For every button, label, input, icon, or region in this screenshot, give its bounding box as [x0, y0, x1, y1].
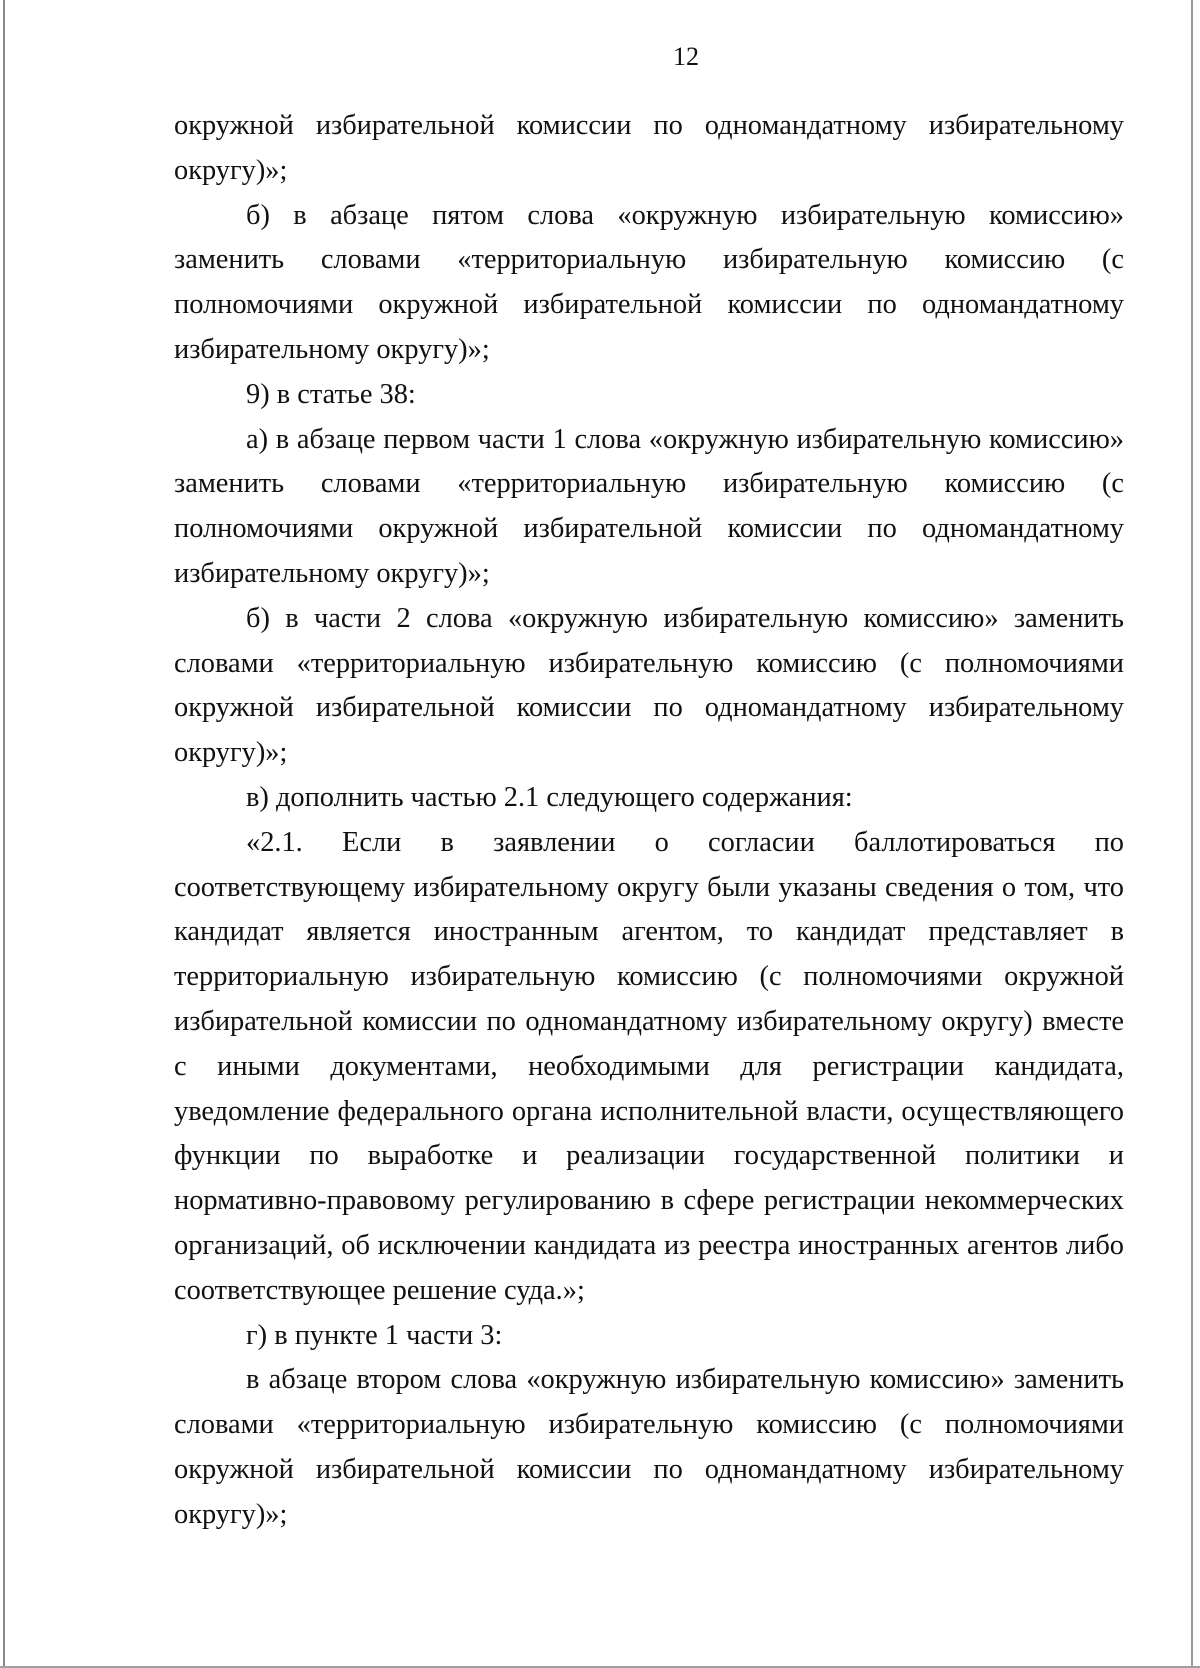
paragraph: в абзаце втором слова «окружную избирательную комиссию» заменить словами «территориальную избирательную комиссию (с полномочиями окружной избирательной комиссии по одномандатному избирательному округу)»;	[174, 1364, 1124, 1530]
paragraph: б) в абзаце пятом слова «окружную избирательную комиссию» заменить словами «территориальную избирательную комиссию (с полномочиями окружной избирательной комиссии по одномандатному избирательному округу)»;	[174, 199, 1124, 365]
paragraph: 9) в статье 38:	[246, 378, 416, 410]
paragraph: в) дополнить частью 2.1 следующего содержания:	[246, 781, 853, 813]
paragraph-quoted-amendment: «2.1. Если в заявлении о согласии баллотироваться по соответствующему избирательному округу были указаны сведения о том, что кандидат является иностранным агентом, то кандидат представляет в территориальную избирательную комиссию (с полномочиями окружной избирательной комиссии по одномандатному избирательному округу) вместе с иными документами, необходимыми для регистрации кандидата, уведомление федерального органа исполнительной власти, осуществляющего функции по выработке и реализации государственной политики и нормативно-правовому регулированию в сфере регистрации некоммерческих организаций, об исключении кандидата из реестра иностранных агентов либо соответствующее решение суда.»;	[174, 826, 1124, 1306]
paragraph: а) в абзаце первом части 1 слова «окружную избирательную комиссию» заменить словами «территориальную избирательную комиссию (с полномочиями окружной избирательной комиссии по одномандатному избирательному округу)»;	[174, 423, 1124, 589]
paragraph: б) в части 2 слова «окружную избирательную комиссию» заменить словами «территориальную избирательную комиссию (с полномочиями окружной избирательной комиссии по одномандатному избирательному округу)»;	[174, 602, 1124, 769]
paragraph-continuation: окружной избирательной комиссии по одномандатному избирательному округу)»;	[174, 110, 1124, 186]
document-body	[174, 104, 1124, 1538]
scan-edge-right	[1191, 0, 1193, 1668]
paragraph: г) в пункте 1 части 3:	[246, 1319, 503, 1351]
scan-edge-left	[3, 0, 5, 1668]
page-number: 12	[673, 42, 699, 71]
